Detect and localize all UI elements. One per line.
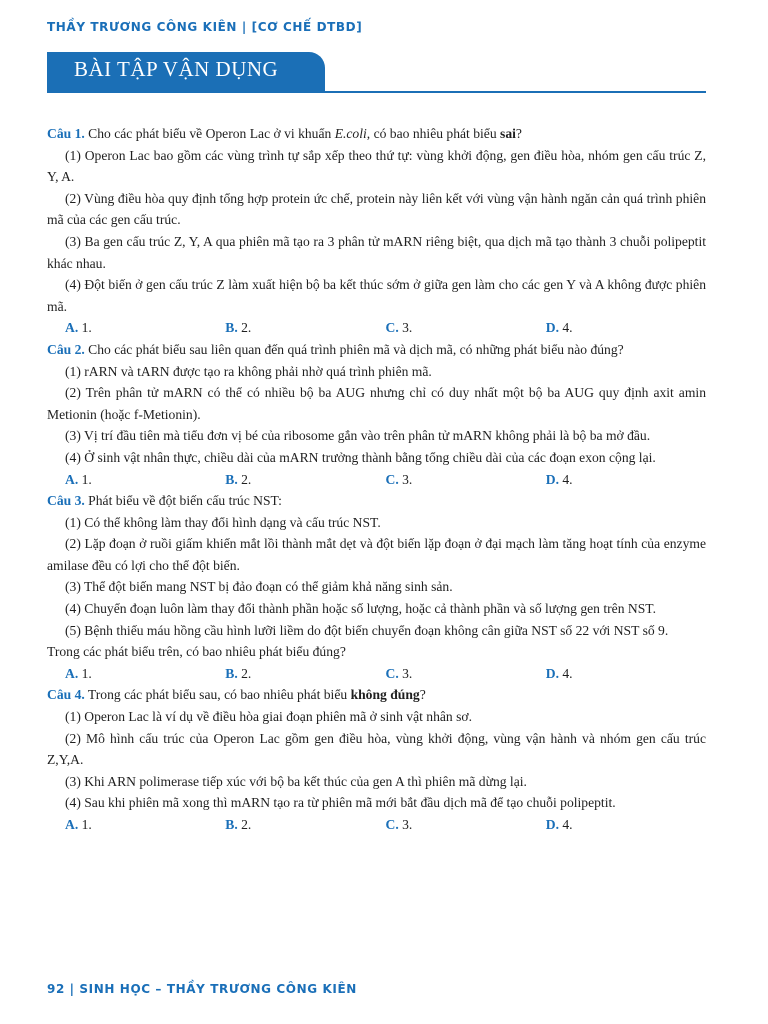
option-d: D. 4. (545, 817, 573, 832)
statement: (1) Operon Lac là ví dụ về điều hòa giai đoạn phiên mã ở sinh vật nhân sơ. (65, 709, 472, 725)
answer-options (47, 317, 706, 339)
statement: (2) Vùng điều hòa quy định tổng hợp protein ức chế, protein này liên kết với vùng vận hành ngăn cản quá trình phiên mã của các gen cấu trúc. (47, 190, 706, 228)
question-3-tail: Trong các phát biểu trên, có bao nhiêu phát biểu đúng? (47, 644, 346, 660)
question-label: Câu 3. (47, 493, 85, 509)
question-label: Câu 4. (47, 687, 85, 703)
answer-options (47, 469, 706, 491)
option-a: A. 1. (65, 320, 92, 336)
option-b: B. 2. (225, 665, 252, 681)
question-3-stem: Câu 3. Phát biểu về đột biến cấu trúc NST: (47, 493, 282, 509)
statement: (5) Bệnh thiếu máu hồng cầu hình lưỡi liềm do đột biến chuyển đoạn không cân giữa NST số 22 với NST số 9. (65, 622, 669, 638)
exercise-content (47, 123, 706, 836)
statement: (2) Lặp đoạn ở ruồi giấm khiến mắt lồi thành mắt dẹt và đột biến lặp đoạn ở đại mạch làm tăng hoạt tính của enzyme amilase đều có lợi cho thể đột biến. (47, 536, 706, 573)
question-label: Câu 1. (47, 126, 85, 141)
statement: (2) Mô hình cấu trúc của Operon Lac gồm gen điều hòa, vùng khởi động, vùng vận hành và nhóm gen cấu trúc Z,Y,A. (47, 730, 706, 768)
section-title: BÀI TẬP VẬN DỤNG (74, 57, 279, 81)
option-b: B. 2. (225, 320, 252, 336)
statement: (4) Đột biến ở gen cấu trúc Z làm xuất hiện bộ ba kết thúc sớm ở giữa gen làm cho các gen Y và A không được phiên mã. (47, 277, 706, 314)
answer-options (47, 814, 706, 836)
option-d: D. 4. (545, 665, 573, 681)
option-d: D. 4. (545, 471, 573, 487)
answer-options (47, 663, 706, 685)
statement: (3) Khi ARN polimerase tiếp xúc với bộ ba kết thúc của gen A thì phiên mã dừng lại. (65, 773, 527, 789)
question-label: Câu 2. (47, 341, 85, 357)
option-b: B. 2. (225, 471, 252, 487)
option-a: A. 1. (65, 665, 92, 681)
statement: (3) Thể đột biến mang NST bị đảo đoạn có thể giảm khả năng sinh sản. (65, 579, 453, 595)
running-header: THẦY TRƯƠNG CÔNG KIÊN | [CƠ CHẾ DTBD] (47, 20, 363, 34)
option-c: C. 3. (385, 320, 413, 336)
statement: (3) Vị trí đầu tiên mà tiểu đơn vị bé của ribosome gắn vào trên phân tử mARN không phải là bộ ba mở đầu. (65, 428, 651, 444)
statement: (1) rARN và tARN được tạo ra không phải nhờ quá trình phiên mã. (65, 363, 432, 379)
statement: (2) Trên phân tử mARN có thể có nhiều bộ ba AUG nhưng chỉ có duy nhất một bộ ba AUG quy định axit amin Metionin (hoặc f-Metionin). (47, 385, 706, 422)
option-b: B. 2. (225, 817, 252, 832)
option-c: C. 3. (385, 665, 413, 681)
statement: (1) Operon Lac bao gồm các vùng trình tự sắp xếp theo thứ tự: vùng khởi động, gen điều hòa, nhóm gen cấu trúc Z, Y, A. (47, 147, 706, 185)
question-2-stem: Câu 2. Cho các phát biểu sau liên quan đến quá trình phiên mã và dịch mã, có những phát biểu nào đúng? (47, 341, 624, 357)
question-4-stem: Câu 4. Trong các phát biểu sau, có bao nhiêu phát biểu không đúng? (47, 687, 426, 703)
statement: (1) Có thể không làm thay đổi hình dạng và cấu trúc NST. (65, 514, 381, 530)
header-rule (47, 91, 706, 93)
statement: (4) Chuyển đoạn luôn làm thay đổi thành phần hoặc số lượng, hoặc cả thành phần và số lượng gen trên NST. (65, 601, 656, 617)
page-footer: 92 | SINH HỌC – THẦY TRƯƠNG CÔNG KIÊN (47, 982, 357, 996)
option-a: A. 1. (65, 471, 92, 487)
option-d: D. 4. (545, 320, 573, 336)
statement: (4) Ở sinh vật nhân thực, chiều dài của mARN trưởng thành bằng tổng chiều dài của các đoạn exon cộng lại. (65, 449, 656, 465)
option-a: A. 1. (65, 817, 92, 832)
option-c: C. 3. (385, 817, 413, 832)
question-1-stem: Câu 1. Cho các phát biểu về Operon Lac ở vi khuẩn E.coli, có bao nhiêu phát biểu sai? (47, 126, 522, 141)
statement: (4) Sau khi phiên mã xong thì mARN tạo ra từ phiên mã mới bắt đầu dịch mã để tạo chuỗi polipeptit. (65, 795, 616, 811)
statement: (3) Ba gen cấu trúc Z, Y, A qua phiên mã tạo ra 3 phân tử mARN riêng biệt, qua dịch mã tạo thành 3 chuỗi polipeptit khác nhau. (47, 233, 706, 271)
option-c: C. 3. (385, 471, 413, 487)
